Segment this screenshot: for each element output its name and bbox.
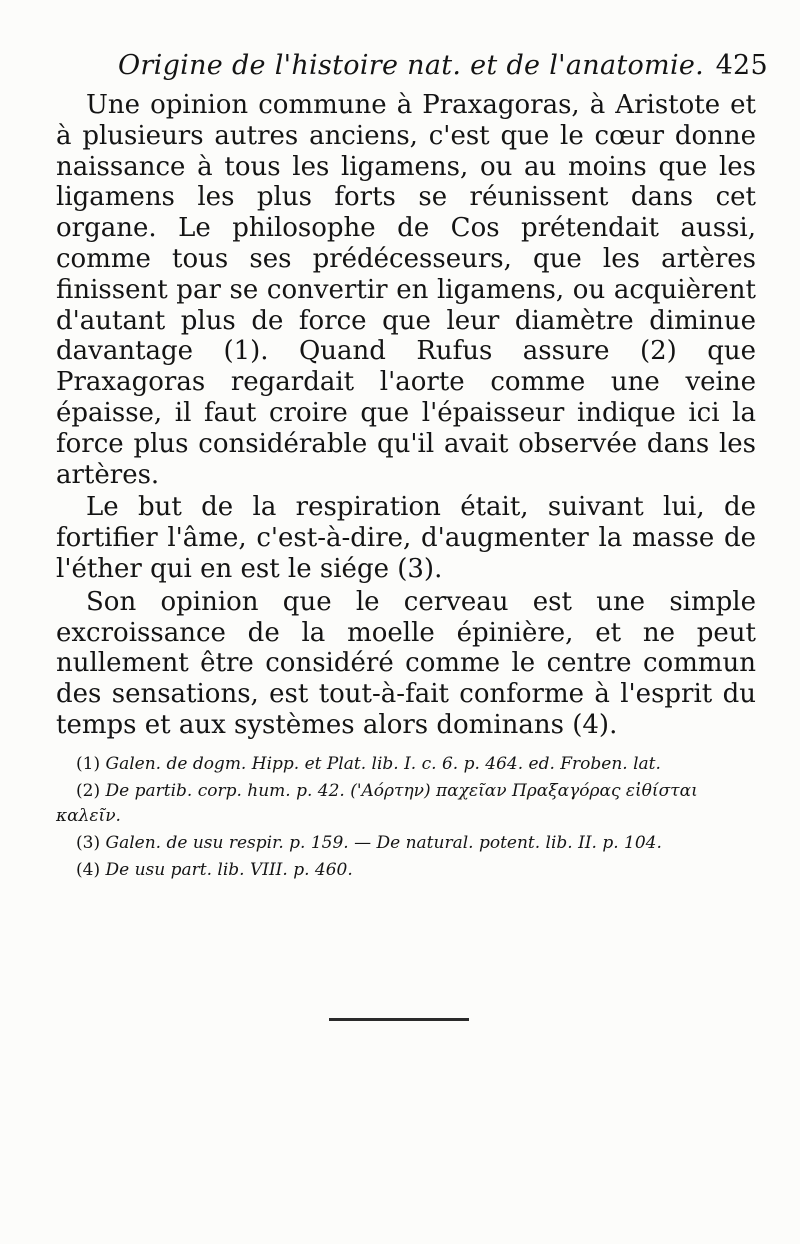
footnote-mark: (3): [76, 833, 101, 853]
footnote-mark: (1): [76, 754, 101, 774]
footnote: [56, 831, 756, 856]
footnotes: [56, 752, 756, 885]
footnote-text: De partib. corp. hum. p. 42. ('Αόρτην) παχεῖαν Πραξαγόρας εἰθίσται καλεῖν.: [56, 781, 698, 826]
footnote-mark: (4): [76, 860, 101, 880]
running-title: Origine de l'histoire nat. et de l'anatomie.: [118, 50, 705, 81]
footnote: [56, 779, 756, 829]
divider-rule: [329, 1018, 469, 1021]
paragraph: Le but de la respiration était, suivant lui, de fortifier l'âme, c'est-à-dire, d'augmenter la masse de l'éther qui en est le siége (3).: [56, 492, 756, 584]
paragraph: Son opinion que le cerveau est une simple excroissance de la moelle épinière, et ne peut nullement être considéré comme le centre commun des sensations, est tout-à-fait conforme à l'esprit du temps et aux systèmes alors dominans (4).: [56, 586, 756, 740]
footnote-mark: (2): [76, 781, 101, 801]
footnote: [56, 858, 756, 883]
body-text: [56, 90, 756, 741]
footnote-text: Galen. de dogm. Hipp. et Plat. lib. I. c. 6. p. 464. ed. Froben. lat.: [105, 754, 661, 774]
footnote-text: De usu part. lib. VIII. p. 460.: [105, 860, 353, 880]
paragraph: Une opinion commune à Praxagoras, à Aristote et à plusieurs autres anciens, c'est que le cœur donne naissance à tous les ligamens, ou au moins que les ligamens les plus forts se réunissent dans cet organe. Le philosophe de Cos prétendait aussi, comme tous ses prédécesseurs, que les artères finissent par se convertir en ligamens, ou acquièrent d'autant plus de force que leur diamètre diminue davantage (1). Quand Rufus assure (2) que Praxagoras regardait l'aorte comme une veine épaisse, il faut croire que l'épaisseur indique ici la force plus considérable qu'il avait observée dans les artères.: [56, 90, 756, 490]
footnote: [56, 752, 756, 777]
page-number: 425: [715, 50, 768, 81]
footnote-text: Galen. de usu respir. p. 159. — De natural. potent. lib. II. p. 104.: [105, 833, 662, 853]
